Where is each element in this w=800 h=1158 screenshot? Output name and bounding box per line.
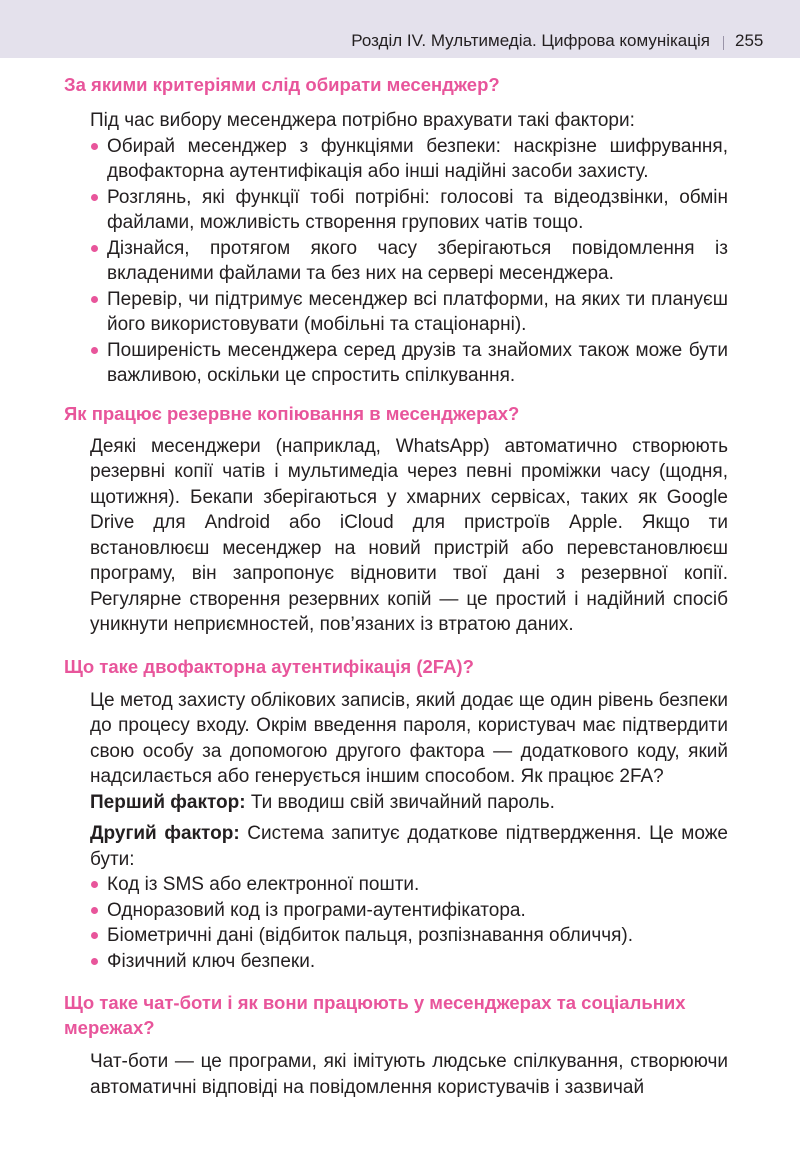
second-factor-label: Другий фактор: [90, 823, 240, 844]
page-number: 255 [735, 31, 764, 50]
section-body [90, 1049, 728, 1100]
section-heading-backup: Як працює резервне копіювання в месенджерах? [64, 402, 520, 424]
list-item: Обирай месенджер з функціями безпеки: наскрізне шифрування, двофакторна аутентифікація або інші надійні засоби захисту. [90, 134, 728, 185]
2fa-paragraph: Це метод захисту облікових записів, який додає ще один рівень безпеки до процесу входу. Окрім введення пароля, користувач має підтвердити свою особу за допомогою другого фактора — додаткового коду, який надсилається або генерується іншим способом. Як працює 2FA? [90, 689, 728, 787]
list-item: Код із SMS або електронної пошти. [90, 872, 728, 898]
first-factor-label: Перший фактор: [90, 791, 246, 813]
list-item: Фізичний ключ безпеки. [90, 949, 728, 975]
list-item: Дізнайся, протягом якого часу зберігаються повідомлення із вкладеними файлами та без них на сервері месенджера. [90, 236, 728, 287]
first-factor [90, 790, 728, 816]
list-item: Біометричні дані (відбиток пальця, розпізнавання обличчя). [90, 923, 728, 949]
backup-paragraph: Деякі месенджери (наприклад, WhatsApp) автоматично створюють резервні копії чатів і мультимедіа через певні проміжки часу (щодня, щотижня). Бекапи зберігаються у хмарних сервісах, таких як Google Drive для Android або iCloud для пристроїв Apple. Якщо ти встановлюєш месенджер на новий пристрій або перевстановлюєш програму, він запропонує відновити твої дані з резервної копії. Регулярне створення резервних копій — це простий і надійний спосіб уникнути неприємностей, пов’язаних із втратою даних. [90, 435, 728, 635]
list-item: Одноразовий код із програми-аутентифікатора. [90, 898, 728, 924]
section-heading-2fa: Що таке двофакторна аутентифікація (2FA)? [64, 655, 474, 677]
section-body [90, 688, 728, 873]
first-factor-text: Ти вводиш свій звичайний пароль. [245, 791, 555, 813]
section-body [90, 434, 728, 638]
section-intro [90, 108, 728, 134]
criteria-list [90, 134, 728, 389]
intro-text: Під час вибору месенджера потрібно врахувати такі фактори: [90, 110, 635, 131]
chatbots-paragraph: Чат-боти — це програми, які імітують людське спілкування, створюючи автоматичні відповіді на повідомлення користувачів і зазвичай [90, 1051, 728, 1098]
second-factor-text: Система запитує додаткове підтвердження. Це може бути: [90, 823, 728, 870]
page-header [0, 0, 800, 58]
list-item: Перевір, чи підтримує месенджер всі платформи, на яких ти плануєш його використовувати (мобільні та стаціонарні). [90, 287, 728, 338]
section-heading-chatbots: Що таке чат-боти і як вони працюють у месенджерах та соціальних мережах? [64, 992, 686, 1038]
header-divider [723, 36, 724, 50]
page-content [64, 72, 728, 1100]
factor-list [90, 872, 728, 974]
list-item: Поширеність месенджера серед друзів та знайомих також може бути важливою, оскільки це спростить спілкування. [90, 338, 728, 389]
list-item: Розглянь, які функції тобі потрібні: голосові та відеодзвінки, обмін файлами, можливість створення групових чатів тощо. [90, 185, 728, 236]
second-factor [90, 821, 728, 872]
section-heading-messenger-criteria: За якими критеріями слід обирати месенджер? [64, 74, 500, 95]
chapter-title: Розділ IV. Мультимедіа. Цифрова комунікація [351, 31, 710, 50]
